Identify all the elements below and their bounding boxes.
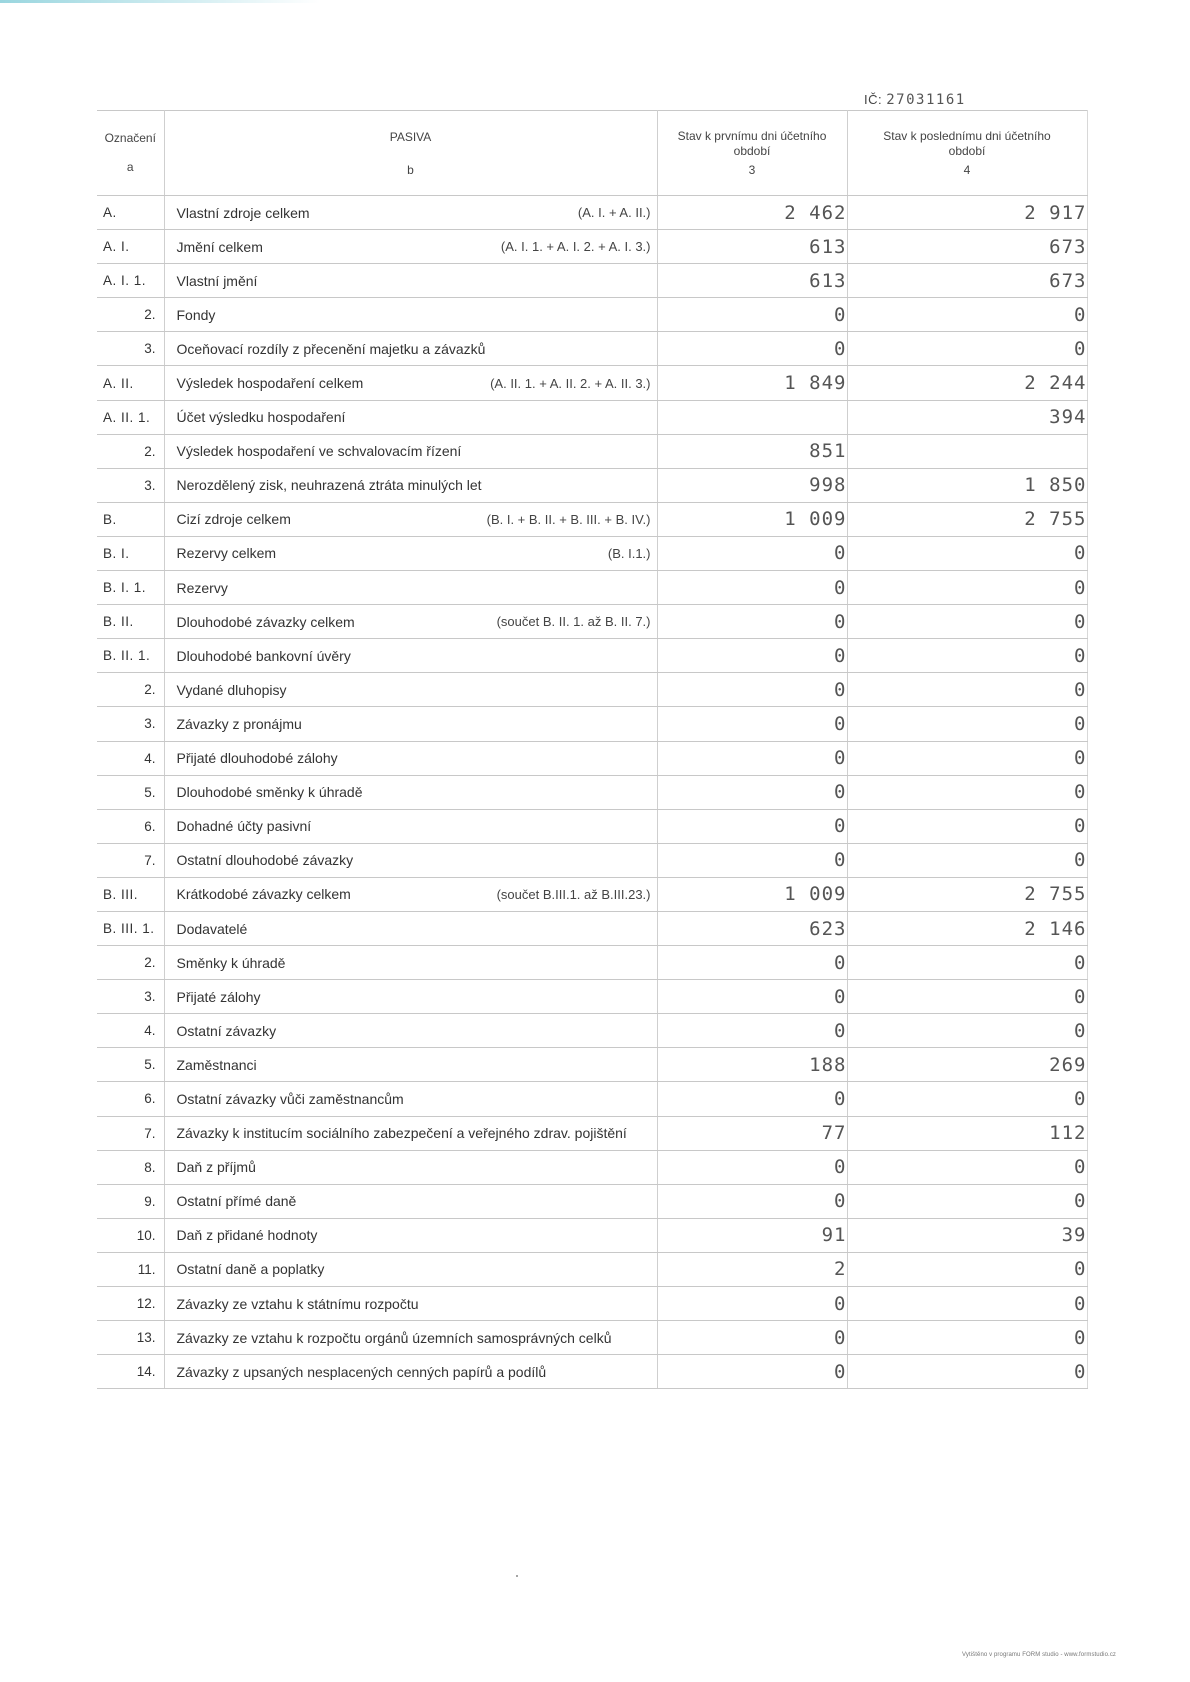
value-period-start: 91: [657, 1218, 847, 1252]
row-designation-number: 14.: [136, 1364, 156, 1380]
table-row: [97, 1252, 1087, 1286]
row-designation-number: 7.: [144, 1125, 156, 1141]
value-period-start: 2: [657, 1252, 847, 1286]
value-period-start: 77: [657, 1116, 847, 1150]
row-designation-main: A.: [103, 205, 117, 221]
row-designation: [97, 605, 164, 639]
value-period-end: 2 244: [847, 366, 1087, 400]
row-description: [164, 298, 657, 332]
table-row: [97, 639, 1087, 673]
row-label: Ostatní přímé daně: [176, 1193, 297, 1210]
value-period-end: 0: [847, 741, 1087, 775]
row-designation: [97, 502, 164, 536]
row-label: Závazky ze vztahu k státnímu rozpočtu: [176, 1295, 419, 1312]
row-designation-number: 2.: [144, 955, 156, 971]
value-period-start: 0: [657, 1082, 847, 1116]
value-period-end: 0: [847, 1252, 1087, 1286]
value-period-start: 613: [657, 264, 847, 298]
row-designation: [97, 707, 164, 741]
row-description: [164, 707, 657, 741]
row-description: [164, 434, 657, 468]
table-row: [97, 605, 1087, 639]
table-row: [97, 468, 1087, 502]
row-description: [164, 605, 657, 639]
value-period-start: 0: [657, 1184, 847, 1218]
value-period-end: 2 755: [847, 502, 1087, 536]
table-row: [97, 946, 1087, 980]
value-period-end: 0: [847, 1355, 1087, 1389]
value-period-start: 613: [657, 230, 847, 264]
row-label: Účet výsledku hospodaření: [176, 409, 346, 426]
header-period-end: Stav k poslednímu dni účetního období 4: [847, 111, 1087, 196]
row-description: [164, 332, 657, 366]
row-description: [164, 1150, 657, 1184]
row-description: [164, 264, 657, 298]
value-period-end: 2 917: [847, 196, 1087, 230]
footer-note: Vytištěno v programu FORM studio - www.formstudio.cz: [962, 1652, 1117, 1658]
row-designation-main: B. II.: [103, 614, 134, 630]
value-period-start: 0: [657, 741, 847, 775]
row-designation-main: B. I.: [103, 545, 130, 561]
value-period-end: 394: [847, 400, 1087, 434]
row-designation-number: 7.: [144, 852, 156, 868]
value-period-end: 673: [847, 230, 1087, 264]
value-period-start: 0: [657, 707, 847, 741]
row-label: Dohadné účty pasivní: [176, 818, 312, 835]
row-designation-main: B. II. 1.: [103, 648, 151, 664]
row-designation: [97, 1014, 164, 1048]
row-designation-main: A. I. 1.: [103, 273, 147, 289]
table-row: [97, 264, 1087, 298]
row-label: Krátkodobé závazky celkem: [176, 886, 351, 903]
row-label: Oceňovací rozdíly z přecenění majetku a závazků: [176, 340, 486, 357]
row-label: Vlastní zdroje celkem: [176, 204, 310, 221]
row-description: [164, 1355, 657, 1389]
value-period-end: 0: [847, 1014, 1087, 1048]
row-description: [164, 911, 657, 945]
row-designation-main: A. II. 1.: [103, 409, 151, 425]
row-designation: [97, 1287, 164, 1321]
row-formula: (B. I.1.): [607, 545, 651, 561]
value-period-start: 0: [657, 980, 847, 1014]
row-designation-number: 3.: [144, 477, 156, 493]
value-period-end: 0: [847, 1150, 1087, 1184]
row-description: [164, 673, 657, 707]
table-row: [97, 298, 1087, 332]
row-label: Rezervy: [176, 579, 228, 596]
liabilities-table: [97, 110, 1088, 1389]
value-period-start: 0: [657, 775, 847, 809]
row-description: [164, 1014, 657, 1048]
value-period-start: 0: [657, 673, 847, 707]
row-designation: [97, 1150, 164, 1184]
row-designation-main: B. III.: [103, 886, 139, 902]
table-row: [97, 196, 1087, 230]
row-designation: [97, 1355, 164, 1389]
row-designation: [97, 400, 164, 434]
row-designation: [97, 946, 164, 980]
row-formula: (součet B.III.1. až B.III.23.): [496, 886, 651, 902]
table-row: [97, 707, 1087, 741]
row-designation-number: 2.: [144, 682, 156, 698]
row-designation-number: 12.: [136, 1296, 156, 1312]
table-row: [97, 843, 1087, 877]
row-description: [164, 400, 657, 434]
row-designation: [97, 980, 164, 1014]
value-period-end: 0: [847, 843, 1087, 877]
row-designation: [97, 1184, 164, 1218]
row-description: [164, 196, 657, 230]
value-period-start: 0: [657, 1355, 847, 1389]
value-period-end: 1 850: [847, 468, 1087, 502]
scan-dot: [516, 1575, 518, 1577]
value-period-start: 998: [657, 468, 847, 502]
header-pasiva: PASIVA b: [164, 111, 657, 196]
company-id-label: IČ:: [864, 92, 883, 107]
table-row: [97, 1014, 1087, 1048]
row-formula: (A. I. + A. II.): [577, 205, 651, 221]
value-period-start: 1 009: [657, 502, 847, 536]
header-oznaceni: Označení a: [97, 111, 164, 196]
table-row: [97, 911, 1087, 945]
row-designation-number: 11.: [137, 1261, 156, 1277]
row-label: Závazky z upsaných nesplacených cenných papírů a podílů: [176, 1363, 547, 1380]
row-designation: [97, 741, 164, 775]
row-label: Ostatní závazky vůči zaměstnancům: [176, 1090, 404, 1107]
row-description: [164, 980, 657, 1014]
row-designation-number: 5.: [144, 784, 156, 800]
row-designation: [97, 196, 164, 230]
row-description: [164, 536, 657, 570]
company-id-value: 27031161: [886, 92, 966, 108]
row-designation-number: 3.: [144, 989, 156, 1005]
value-period-start: 1 009: [657, 877, 847, 911]
row-formula: (A. II. 1. + A. II. 2. + A. II. 3.): [490, 375, 651, 391]
row-description: [164, 571, 657, 605]
row-description: [164, 468, 657, 502]
row-designation: [97, 1048, 164, 1082]
table-row: [97, 434, 1087, 468]
row-designation: [97, 809, 164, 843]
row-formula: (A. I. 1. + A. I. 2. + A. I. 3.): [500, 239, 651, 255]
table-header-row: [97, 111, 1087, 196]
value-period-start: [657, 400, 847, 434]
table-row: [97, 1321, 1087, 1355]
row-designation: [97, 673, 164, 707]
value-period-end: 0: [847, 707, 1087, 741]
row-formula: (součet B. II. 1. až B. II. 7.): [496, 614, 651, 630]
row-designation: [97, 911, 164, 945]
row-label: Ostatní závazky: [176, 1022, 277, 1039]
row-description: [164, 1116, 657, 1150]
value-period-start: 0: [657, 1014, 847, 1048]
row-designation: [97, 1252, 164, 1286]
row-designation-number: 4.: [144, 750, 156, 766]
row-label: Nerozdělený zisk, neuhrazená ztráta minulých let: [176, 477, 482, 494]
row-designation-number: 6.: [144, 1091, 156, 1107]
row-designation: [97, 536, 164, 570]
row-designation: [97, 877, 164, 911]
table-row: [97, 741, 1087, 775]
table-row: [97, 980, 1087, 1014]
row-description: [164, 741, 657, 775]
table-row: [97, 400, 1087, 434]
value-period-end: 0: [847, 332, 1087, 366]
row-designation-main: A. I.: [103, 239, 130, 255]
row-label: Výsledek hospodaření ve schvalovacím řízení: [176, 443, 462, 460]
value-period-end: 0: [847, 605, 1087, 639]
row-designation-number: 13.: [136, 1330, 156, 1346]
value-period-end: 0: [847, 1184, 1087, 1218]
row-designation-number: 8.: [144, 1159, 156, 1175]
row-description: [164, 946, 657, 980]
row-designation: [97, 843, 164, 877]
row-designation: [97, 230, 164, 264]
table-row: [97, 1355, 1087, 1389]
row-designation: [97, 468, 164, 502]
row-label: Daň z přidané hodnoty: [176, 1227, 318, 1244]
row-label: Dlouhodobé směnky k úhradě: [176, 784, 363, 801]
row-designation: [97, 366, 164, 400]
row-designation-number: 4.: [144, 1023, 156, 1039]
table-row: [97, 1116, 1087, 1150]
row-designation: [97, 1082, 164, 1116]
row-designation-number: 10.: [136, 1227, 156, 1243]
table-row: [97, 571, 1087, 605]
row-designation: [97, 639, 164, 673]
row-label: Rezervy celkem: [176, 545, 277, 562]
row-label: Dlouhodobé bankovní úvěry: [176, 647, 351, 664]
value-period-start: 0: [657, 298, 847, 332]
row-description: [164, 1184, 657, 1218]
value-period-end: 0: [847, 571, 1087, 605]
row-label: Směnky k úhradě: [176, 954, 286, 971]
row-designation-main: B. I. 1.: [103, 580, 147, 596]
value-period-start: 0: [657, 536, 847, 570]
row-label: Závazky ze vztahu k rozpočtu orgánů územních samosprávných celků: [176, 1329, 612, 1346]
row-designation: [97, 1116, 164, 1150]
header-period-start: Stav k prvnímu dni účetního období 3: [657, 111, 847, 196]
row-designation-main: B. III. 1.: [103, 921, 155, 937]
value-period-start: 0: [657, 809, 847, 843]
row-label: Ostatní dlouhodobé závazky: [176, 852, 354, 869]
value-period-end: 0: [847, 946, 1087, 980]
row-description: [164, 877, 657, 911]
value-period-start: 2 462: [657, 196, 847, 230]
row-designation-number: 2.: [144, 443, 156, 459]
row-description: [164, 366, 657, 400]
value-period-end: 0: [847, 298, 1087, 332]
value-period-end: 0: [847, 673, 1087, 707]
row-designation: [97, 264, 164, 298]
row-designation-number: 9.: [144, 1193, 156, 1209]
table-row: [97, 809, 1087, 843]
value-period-start: 0: [657, 332, 847, 366]
value-period-start: 851: [657, 434, 847, 468]
scan-edge-artifact: [0, 0, 320, 3]
row-designation-number: 3.: [144, 341, 156, 357]
value-period-end: [847, 434, 1087, 468]
value-period-end: 0: [847, 1287, 1087, 1321]
row-description: [164, 1287, 657, 1321]
value-period-start: 0: [657, 843, 847, 877]
value-period-start: 0: [657, 1150, 847, 1184]
table-row: [97, 1150, 1087, 1184]
value-period-end: 39: [847, 1218, 1087, 1252]
row-designation: [97, 571, 164, 605]
table-row: [97, 536, 1087, 570]
table-row: [97, 1184, 1087, 1218]
row-label: Dodavatelé: [176, 920, 248, 937]
row-label: Ostatní daně a poplatky: [176, 1261, 325, 1278]
table-row: [97, 366, 1087, 400]
row-description: [164, 502, 657, 536]
row-label: Výsledek hospodaření celkem: [176, 375, 364, 392]
row-label: Dlouhodobé závazky celkem: [176, 613, 355, 630]
table-row: [97, 1218, 1087, 1252]
company-id: [864, 92, 966, 108]
value-period-start: 0: [657, 639, 847, 673]
value-period-end: 112: [847, 1116, 1087, 1150]
row-formula: (B. I. + B. II. + B. III. + B. IV.): [486, 511, 651, 527]
value-period-start: 1 849: [657, 366, 847, 400]
row-label: Jmění celkem: [176, 238, 263, 255]
value-period-end: 269: [847, 1048, 1087, 1082]
row-label: Závazky k institucím sociálního zabezpečení a veřejného zdrav. pojištění: [176, 1125, 627, 1142]
row-designation-main: A. II.: [103, 375, 134, 391]
row-label: Přijaté zálohy: [176, 988, 261, 1005]
value-period-start: 0: [657, 1287, 847, 1321]
row-label: Daň z příjmů: [176, 1159, 256, 1176]
table-body: [97, 196, 1087, 1389]
value-period-end: 0: [847, 809, 1087, 843]
table-row: [97, 1082, 1087, 1116]
value-period-start: 0: [657, 571, 847, 605]
value-period-start: 188: [657, 1048, 847, 1082]
row-designation: [97, 298, 164, 332]
table-row: [97, 502, 1087, 536]
table-row: [97, 230, 1087, 264]
row-designation: [97, 434, 164, 468]
row-designation: [97, 1321, 164, 1355]
row-designation-number: 6.: [144, 818, 156, 834]
row-description: [164, 809, 657, 843]
row-description: [164, 1048, 657, 1082]
table-row: [97, 1048, 1087, 1082]
row-description: [164, 843, 657, 877]
row-label: Cizí zdroje celkem: [176, 511, 291, 528]
value-period-end: 2 146: [847, 911, 1087, 945]
value-period-end: 0: [847, 980, 1087, 1014]
value-period-end: 2 755: [847, 877, 1087, 911]
row-description: [164, 230, 657, 264]
value-period-end: 0: [847, 775, 1087, 809]
row-description: [164, 1252, 657, 1286]
table-row: [97, 877, 1087, 911]
row-designation: [97, 1218, 164, 1252]
table-row: [97, 1287, 1087, 1321]
row-description: [164, 775, 657, 809]
value-period-end: 0: [847, 639, 1087, 673]
table-row: [97, 332, 1087, 366]
value-period-start: 0: [657, 946, 847, 980]
value-period-start: 0: [657, 1321, 847, 1355]
value-period-end: 0: [847, 1082, 1087, 1116]
row-label: Přijaté dlouhodobé zálohy: [176, 750, 338, 767]
row-designation-number: 3.: [144, 716, 156, 732]
table-row: [97, 775, 1087, 809]
row-label: Vydané dluhopisy: [176, 681, 287, 698]
value-period-end: 0: [847, 536, 1087, 570]
value-period-start: 623: [657, 911, 847, 945]
table-row: [97, 673, 1087, 707]
value-period-start: 0: [657, 605, 847, 639]
row-label: Vlastní jmění: [176, 272, 258, 289]
row-designation: [97, 775, 164, 809]
row-label: Závazky z pronájmu: [176, 715, 302, 732]
row-description: [164, 1321, 657, 1355]
row-label: Zaměstnanci: [176, 1056, 257, 1073]
row-description: [164, 1082, 657, 1116]
row-designation-number: 5.: [144, 1057, 156, 1073]
row-description: [164, 1218, 657, 1252]
value-period-end: 0: [847, 1321, 1087, 1355]
value-period-end: 673: [847, 264, 1087, 298]
row-label: Fondy: [176, 306, 216, 323]
row-designation-main: B.: [103, 511, 117, 527]
row-description: [164, 639, 657, 673]
row-designation: [97, 332, 164, 366]
row-designation-number: 2.: [144, 307, 156, 323]
